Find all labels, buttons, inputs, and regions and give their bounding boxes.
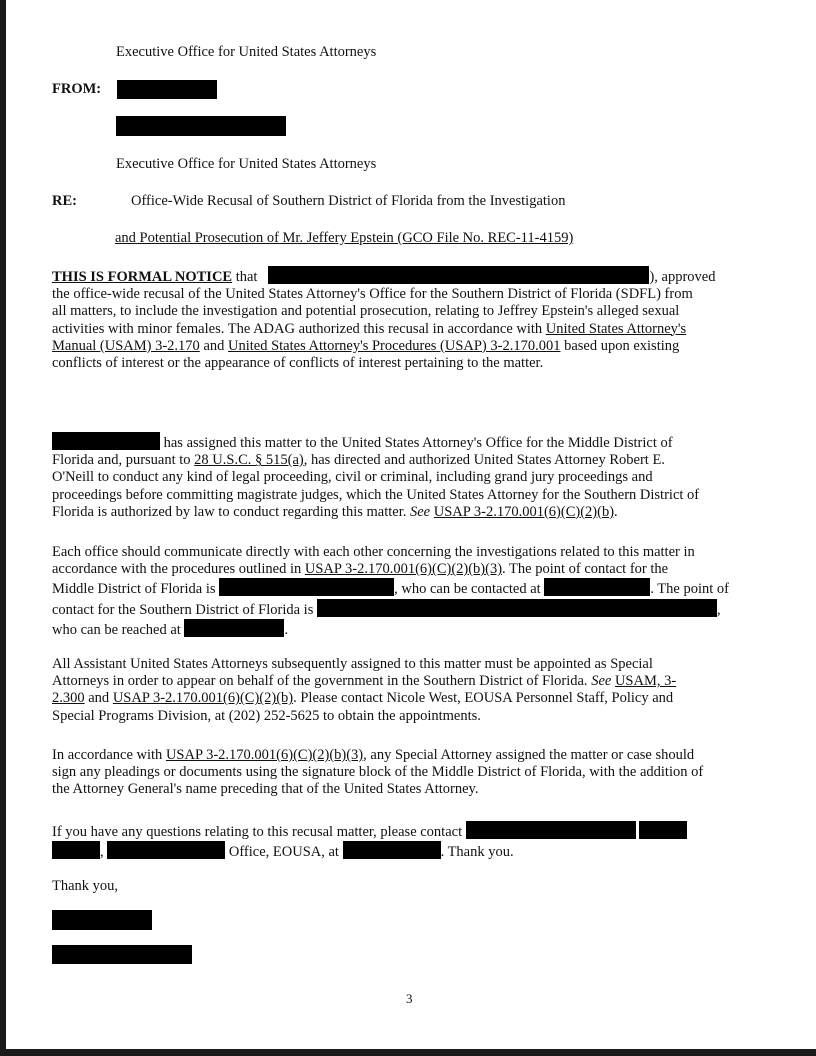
closing-thanks: Thank you, (52, 878, 119, 894)
redaction-mdfl-contact (219, 578, 394, 596)
redaction-assigner (52, 432, 160, 450)
redaction-approver (268, 266, 649, 284)
re-subject-line-2: and Potential Prosecution of Mr. Jeffery Epstein (GCO File No. REC-11-4159) (115, 230, 574, 246)
redaction-sdfl-contact (317, 599, 717, 617)
usam-3-2300-link[interactable]: USAM, 3- (614, 673, 677, 690)
usap-section-link[interactable]: United States Attorney's Procedures (USAP) 3-2.170.001 (228, 337, 561, 354)
usap-6c2b-link-2[interactable]: USAP 3-2.170.001(6)(C)(2)(b) (112, 690, 294, 707)
usc-515-link[interactable]: 28 U.S.C. § 515(a) (194, 452, 304, 469)
usap-6c2b3-link-2[interactable]: USAP 3-2.170.001(6)(C)(2)(b)(3) (165, 747, 364, 763)
usam-3-2300-link-cont[interactable]: 2.300 (52, 690, 85, 707)
from-office-line: Executive Office for United States Attorneys (116, 156, 377, 172)
redaction-mdfl-phone (544, 578, 650, 596)
formal-notice-heading: THIS IS FORMAL NOTICE (52, 269, 233, 285)
paragraph-signature-block: In accordance with USAP 3-2.170.001(6)(C)(2)(b)(3), any Special Attorney assigned the matter or case should sign any pleadings or documents using the signature block of the Middle District of Florida, with the addition of the Attorney General's name preceding that of the United States Attorney. (52, 747, 704, 798)
redaction-sdfl-phone (184, 619, 284, 637)
redaction-from-name (117, 80, 217, 99)
from-label: FROM: (52, 81, 102, 97)
usap-6c2b3-link[interactable]: USAP 3-2.170.001(6)(C)(2)(b)(3) (304, 561, 503, 578)
redaction-contact-phone (343, 841, 441, 859)
redaction-contact-title (639, 821, 687, 839)
scan-edge-left (0, 0, 6, 1056)
usap-6c2b-link[interactable]: USAP 3-2.170.001(6)(C)(2)(b) (433, 503, 615, 520)
redaction-signature-name (52, 910, 152, 930)
paragraph-assignment: has assigned this matter to the United States Attorney's Office for the Middle District of Florida and, pursuant to 28 U.S.C. § 515(a), has directed and authorized United States Attorney Robert E. O'Neill to conduct any kind of legal proceeding, civil or criminal, including grand jury proceedings and proceedings before committing magistrate judges, which the United States Attorney for the Southern District of Florida is authorized by law to conduct regarding this matter. See USAP 3-2.170.001(6)(C)(2)(b). (52, 432, 776, 521)
to-office-line: Executive Office for United States Attorneys (116, 44, 377, 60)
usam-section-link[interactable]: Manual (USAM) 3-2.170 (52, 337, 200, 354)
redaction-contact-office (107, 841, 225, 859)
paragraph-questions: If you have any questions relating to this recusal matter, please contact , Office, EOUSA, at . Thank you. (52, 821, 776, 861)
re-subject-line-1: Office-Wide Recusal of Southern District of Florida from the Investigation (131, 193, 566, 209)
redaction-contact-name (466, 821, 636, 839)
paragraph-points-of-contact: Each office should communicate directly with each other concerning the investigations related to this matter in accordance with the procedures outlined in USAP 3-2.170.001(6)(C)(2)(b)(3). The point of contact for the Middle District of Florida is , who can be contacted at . The point of contact for the Southern District of Florida is , who can be reached at . (52, 544, 729, 638)
paragraph-special-attorneys: All Assistant United States Attorneys subsequently assigned to this matter must be appointed as Special Attorneys in order to appear on behalf of the government in the Southern District of Florida. See USAM, 3- 2.300 and USAP 3-2.170.001(6)(C)(2)(b). Please contact Nicole West, EOUSA Personnel Staff, Policy and Special Programs Division, at (202) 252-5625 to obtain the appointments. (52, 656, 677, 724)
redaction-signature-title (52, 945, 192, 964)
redaction-from-title (116, 116, 286, 136)
paragraph-formal-notice: THIS IS FORMAL NOTICE that ), approved the office-wide recusal of the United States Attorney's Office for the Southern District of Florida (SDFL) from all matters, to include the investigation and potential prosecution, relating to Jeffrey Epstein's alleged sexual activities with minor females. The ADAG authorized this recusal in accordance with United States Attorney's Manual (USAM) 3-2.170 and United States Attorney's Procedures (USAP) 3-2.170.001 based upon existing conflicts of interest or the appearance of conflicts of interest pertaining to the matter. (52, 266, 776, 372)
usam-link[interactable]: United States Attorney's (545, 320, 687, 337)
scan-edge-bottom (0, 1049, 816, 1056)
redaction-contact-role (52, 841, 100, 859)
re-label: RE: (52, 193, 77, 209)
page-number: 3 (406, 991, 413, 1006)
